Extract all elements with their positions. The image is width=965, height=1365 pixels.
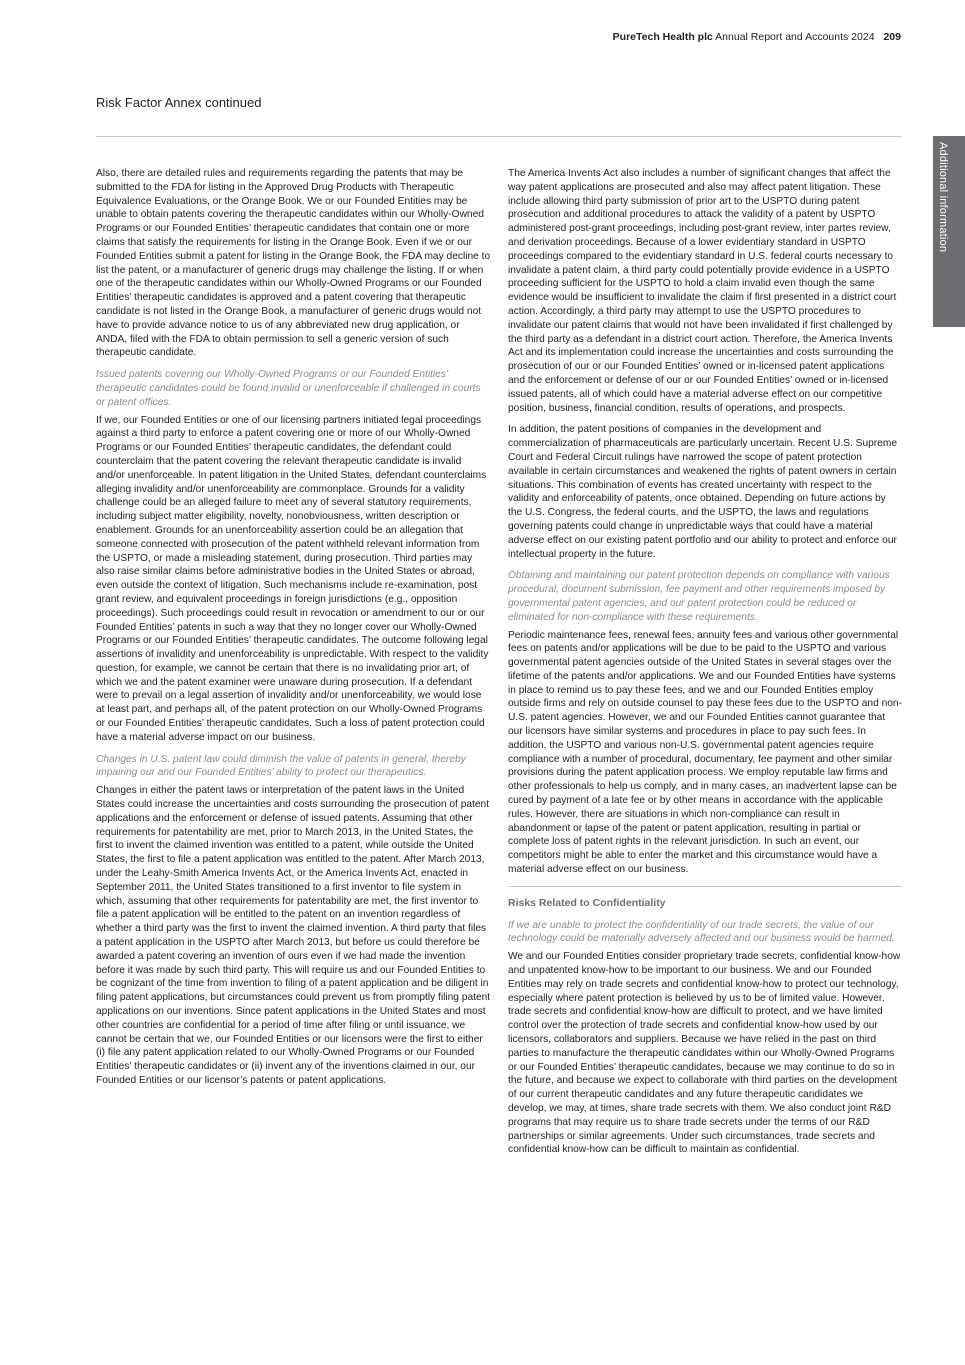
risk-subheading: Changes in U.S. patent law could diminish the value of patents in general, thereby impairing our and our Founded Entities’ ability to protect our therapeutics. xyxy=(96,753,466,779)
side-tab-label: Additional information xyxy=(937,142,949,253)
right-column xyxy=(508,167,902,1165)
risk-subheading: Issued patents covering our Wholly-Owned Programs or our Founded Entities’ therapeutic candidates could be found invalid or unenforceable if challenged in courts or patent offices. xyxy=(96,369,481,408)
risk-subheading: Obtaining and maintaining our patent protection depends on compliance with various procedural, document submission, fee payment and other requirements imposed by governmental patent agencies, and our patent protection could be reduced or eliminated for non-compliance with these requirements. xyxy=(508,570,890,623)
section-divider xyxy=(508,886,902,887)
paragraph: We and our Founded Entities consider proprietary trade secrets, confidential know-how and unpatented know-how to be important to our business. We and our Founded Entities may rely on trade secrets and confidential know-how to protect our technology, especially where patent protection is believed by us to be of limited value. However, trade secrets and confidential know-how are difficult to protect, and we have limited control over the protection of trade secrets and confidential know-how used by our licensors, collaborators and suppliers. Because we have relied in the past on third parties to manufacture the therapeutic candidates within our Wholly-Owned Programs or our Founded Entities’ therapeutic candidates, because we may continue to do so in the future, and because we expect to collaborate with third parties on the development of our current therapeutic candidates and any future therapeutic candidates we develop, we may, at times, share trade secrets with them. We also conduct joint R&D programs that may require us to share trade secrets under the terms of our R&D partnerships or similar agreements. Under such circumstances, trade secrets and confidential know-how can be difficult to maintain as confidential. xyxy=(508,951,901,1156)
risk-subheading: If we are unable to protect the confidentiality of our trade secrets, the value of our technology could be materially adversely affected and our business would be harmed. xyxy=(508,919,895,945)
section-title: Risk Factor Annex continued xyxy=(96,95,262,110)
header-divider xyxy=(96,136,901,137)
section-heading: Risks Related to Confidentiality xyxy=(508,896,666,909)
paragraph: Changes in either the patent laws or interpretation of the patent laws in the United States could increase the uncertainties and costs surrounding the prosecution of patent applications and the enforcement or defense of issued patents. Assuming that other requirements for patentability are met, prior to March 2013, in the United States, the first to invent the claimed invention was entitled to a patent, while outside the United States, the first to file a patent application was entitled to the patent. After March 2013, under the Leahy-Smith America Invents Act, or the America Invents Act, enacted in September 2011, the United States transitioned to a first inventor to file system in which, assuming that other requirements for patentability are met, the first inventor to file a patent application will be entitled to the patent on an invention regardless of whether a third party was the first to invent the claimed invention. A third party that files a patent application in the USPTO after March 2013, but before us could therefore be awarded a patent covering an invention of ours even if we had made the invention before it was made by such third party. This will require us and our Founded Entities to be cognizant of the time from invention to filing of a patent application and be diligent in filing patent applications, but circumstances could prevent us from promptly filing patent applications on our inventions. Since patent applications in the United States and most other countries are confidential for a period of time after filing or until issuance, we cannot be certain that we, our Founded Entities or our licensors were the first to either (i) file any patent application related to our Wholly-Owned Programs or our Founded Entities’ therapeutic candidates or (ii) invent any of the inventions claimed in our, our Founded Entities or our licensor’s patents or patent applications. xyxy=(96,785,491,1086)
paragraph: Periodic maintenance fees, renewal fees, annuity fees and various other governmental fees on patents and/or applications will be due to be paid to the USPTO and various governmental patent agencies outside of the United States in several stages over the lifetime of the patents and/or applications. We and our Founded Entities have systems in place to remind us to pay these fees, and we and our Founded Entities employ outside firms and rely on outside counsel to pay these fees due to the USPTO and non-U.S. patent agencies. However, we and our Founded Entities cannot guarantee that our licensors have similar systems and procedures in place to pay such fees. In addition, the USPTO and various non-U.S. governmental patent agencies require compliance with a number of procedural, documentary, fee payment and other similar provisions during the patent application process. We employ reputable law firms and other professionals to help us comply, and in many cases, an inadvertent lapse can be cured by payment of a late fee or by other means in accordance with the applicable rules. However, there are situations in which non-compliance can result in abandonment or lapse of the patent or patent application, resulting in partial or complete loss of patent rights in the relevant jurisdiction. In such an event, our competitors might be able to enter the market and this circumstance would have a material adverse effect on our business. xyxy=(508,629,902,876)
company-name: PureTech Health plc xyxy=(612,31,713,43)
paragraph: Also, there are detailed rules and requirements regarding the patents that may be submitted to the FDA for listing in the Approved Drug Products with Therapeutic Equivalence Evaluations, or the Orange Book. We or our Founded Entities may be unable to obtain patents covering the therapeutic candidates within our Wholly-Owned Programs or our Founded Entities’ therapeutic candidates that contain one or more claims that satisfy the requirements for listing in the Orange Book. Even if we or our Founded Entities submit a patent for listing in the Orange Book, the FDA may decline to list the patent, or a manufacturer of generic drugs may challenge the listing. If or when one of the therapeutic candidates within our Wholly-Owned Programs or our Founded Entities’ therapeutic candidates is approved and a patent covering that therapeutic candidate is not listed in the Orange Book, a manufacturer of generic drugs would not have to provide advance notice to us of any abbreviated new drug application, or ANDA, filed with the FDA to obtain permission to sell a generic version of such therapeutic candidate. xyxy=(96,168,491,359)
side-tab[interactable] xyxy=(933,136,965,327)
paragraph: In addition, the patent positions of companies in the development and commercialization of pharmaceuticals are particularly uncertain. Recent U.S. Supreme Court and Federal Circuit rulings have narrowed the scope of patent protection available in certain circumstances and weakened the rights of patent owners in certain situations. This combination of events has created uncertainty with respect to the validity and enforceability of patents, once obtained. Depending on future actions by the U.S. Congress, the federal courts, and the USPTO, the laws and regulations governing patents could change in unpredictable ways that could have a material adverse effect on our existing patent portfolio and our ability to protect and enforce our intellectual property in the future. xyxy=(508,424,897,560)
paragraph: If we, our Founded Entities or one of our licensing partners initiated legal proceedings against a third party to enforce a patent covering one or more of our Wholly-Owned Programs or our Founded Entities’ therapeutic candidates, the defendant could counterclaim that the patent covering the relevant therapeutic candidate is invalid and/or unenforceable. In patent litigation in the United States, defendant counterclaims alleging invalidity and/or unenforceability are commonplace. Grounds for a validity challenge could be an alleged failure to meet any of several statutory requirements, including subject matter eligibility, novelty, nonobviousness, written description or enablement. Grounds for an unenforceability assertion could be an allegation that someone connected with prosecution of the patent withheld relevant information from the USPTO, or made a misleading statement, during prosecution. Third parties may also raise similar claims before administrative bodies in the United States or abroad, even outside the context of litigation. Such mechanisms include re-examination, post grant review, and equivalent proceedings in foreign jurisdictions (e.g., opposition proceedings). Such proceedings could result in revocation or amendment to our or our Founded Entities’ patents in such a way that they no longer cover our Wholly-Owned Programs or our Founded Entities’ therapeutic candidates. The outcome following legal assertions of invalidity and unenforceability is unpredictable. With respect to the validity question, for example, we cannot be certain that there is no invalidating prior art, of which we and the patent examiner were unaware during prosecution. If a defendant were to prevail on a legal assertion of invalidity and/or unenforceability, we would lose at least part, and perhaps all, of the patent protection on our Wholly-Owned Programs or our Founded Entities’ therapeutic candidates. Such a loss of patent protection could have a material adverse impact on our business. xyxy=(96,414,489,743)
page-number: 209 xyxy=(883,31,901,43)
left-column xyxy=(96,167,491,1096)
running-header xyxy=(613,31,901,43)
report-title: Annual Report and Accounts 2024 xyxy=(715,31,875,43)
paragraph: The America Invents Act also includes a number of significant changes that affect the way patent applications are prosecuted and also may affect patent litigation. These include allowing third party submission of prior art to the USPTO during patent prosecution and additional procedures to attack the validity of a patent by USPTO administered post-grant proceedings, including post-grant review, inter partes review, and derivation proceedings. Because of a lower evidentiary standard in USPTO proceedings compared to the evidentiary standard in U.S. federal courts necessary to invalidate a patent claim, a third party could potentially provide evidence in a USPTO proceeding sufficient for the USPTO to hold a claim invalid even though the same evidence would be insufficient to invalidate the claim if first presented in a district court action. Accordingly, a third party may attempt to use the USPTO procedures to invalidate our patent claims that would not have been invalidated if first challenged by the third party as a defendant in a district court action. Therefore, the America Invents Act and its implementation could increase the uncertainties and costs surrounding the prosecution of our or our Founded Entities’ owned or in-licensed patent applications and the enforcement or defense of our or our Founded Entities’ owned or in-licensed issued patents, all of which could have a material adverse effect on our competitive position, business, financial condition, results of operations, and prospects. xyxy=(508,168,897,414)
